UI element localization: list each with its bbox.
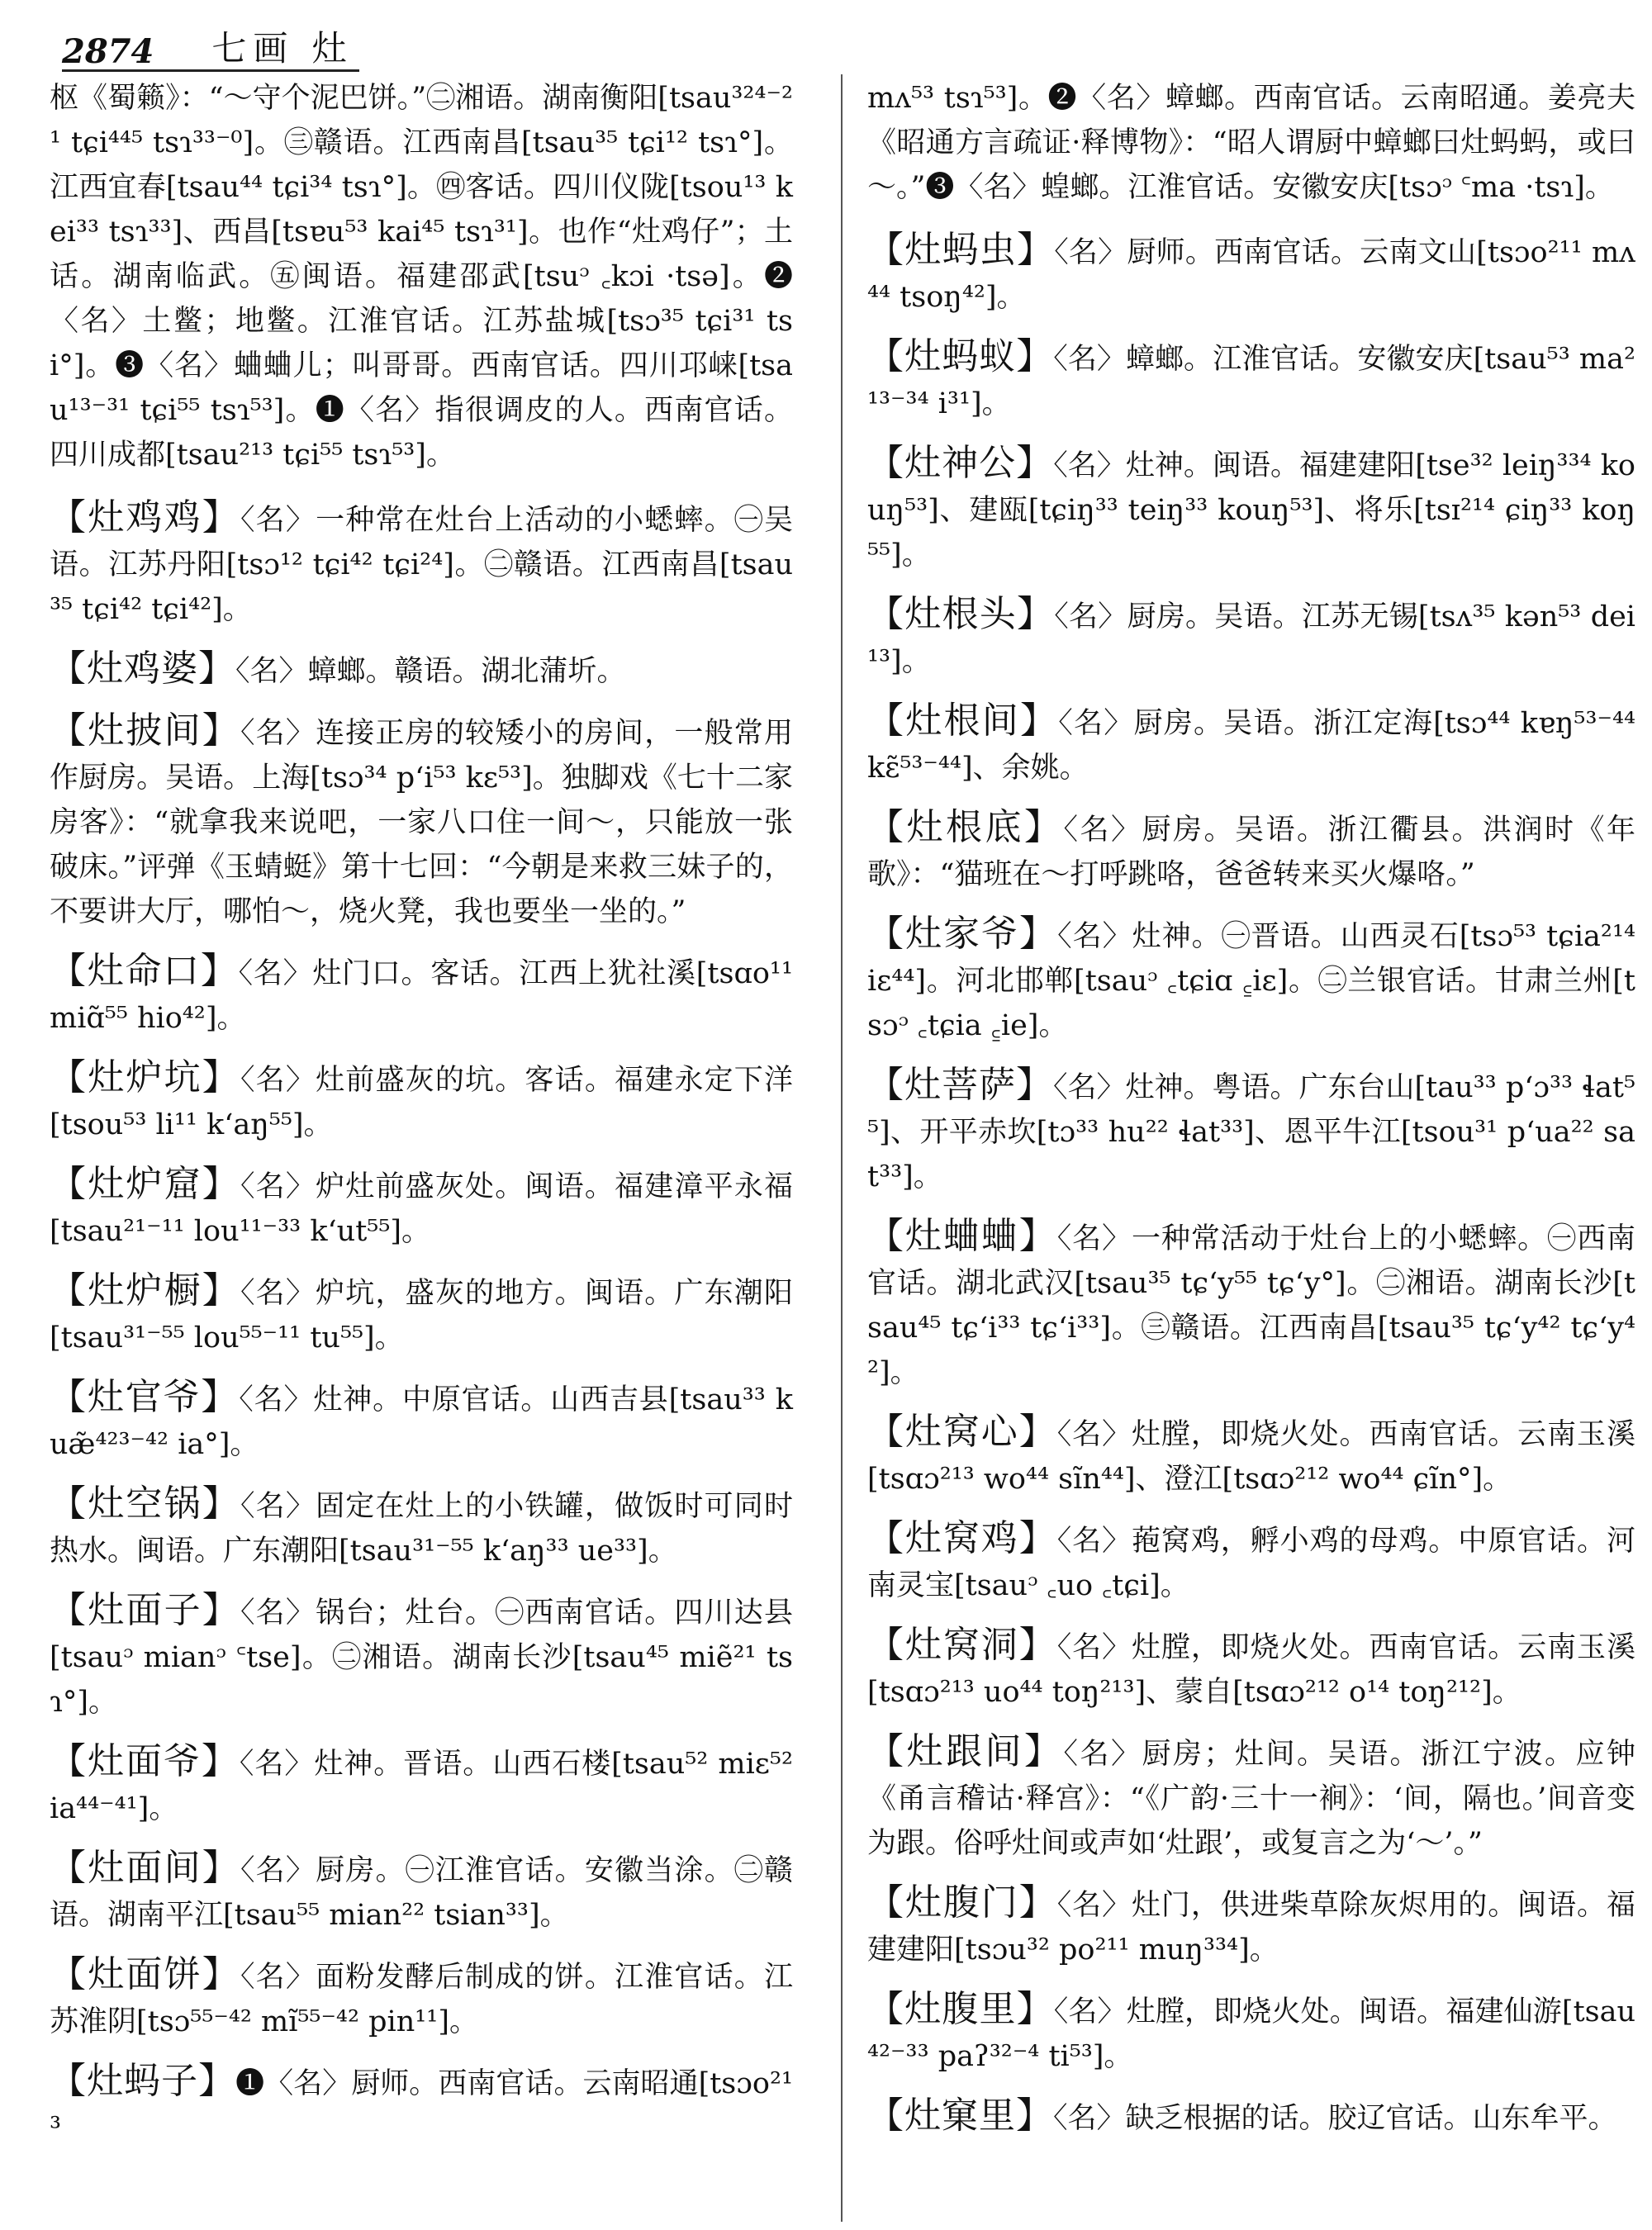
entry-definition: 〈名〉厨房。吴语。浙江衢县。洪润时《年歌》：“猫班在～打呼跳咯，爸爸转来买火爆咯。” — [867, 814, 1635, 891]
dictionary-entry — [867, 1214, 1635, 1395]
entry-headword: 【灶根间】 — [867, 700, 1059, 742]
entry-headword: 【灶空锅】 — [50, 1483, 240, 1525]
column-divider — [841, 74, 843, 2222]
entry-definition: 〈名〉灶神。粤语。广东台山[tau³³ p‘ɔ³³ ɬat⁵⁵]、开平赤坎[tɔ³³ hu²² ɬat³³]、恩平牛江[tsou³¹ p‘ua²² sat³³]。 — [867, 1071, 1635, 1193]
dictionary-entry — [867, 1063, 1635, 1199]
entry-headword: 【灶官爷】 — [50, 1376, 240, 1418]
dictionary-entry — [50, 1375, 793, 1467]
header-title: 七画 灶 — [211, 28, 354, 69]
dictionary-entry — [50, 647, 793, 694]
entry-definition: 〈名〉连接正房的较矮小的房间，一般常用作厨房。吴语。上海[tsɔ³⁴ p‘i⁵³ kɛ⁵³]。独脚戏《七十二家房客》：“就拿我来说吧，一家八口住一间～，只能放一张破床。”评弹《玉蜻蜓》第十七回：“今朝是来救三妹子的，不要讲大厅，哪怕～，烧火凳，我也要坐一坐的。” — [50, 717, 793, 928]
entry-headword: 【灶蚂虫】 — [867, 229, 1055, 271]
dictionary-entry — [50, 1162, 793, 1254]
dictionary-entry — [50, 1269, 793, 1360]
dictionary-entry — [867, 805, 1635, 897]
dictionary-entry — [50, 1588, 793, 1725]
entry-headword: 【灶蚂子】 — [50, 2060, 236, 2102]
dictionary-entry — [867, 334, 1635, 426]
entry-headword: 【灶命口】 — [50, 950, 239, 992]
entry-definition: 〈名〉灶门口。客话。江西上犹社溪[tsɑo¹¹ miɑ̃⁵⁵ hio⁴²]。 — [50, 957, 793, 1035]
entry-definition: 枢《蜀籁》：“～守个泥巴饼。”㊁湘语。湖南衡阳[tsau³²⁴⁻²¹ tɕi⁴⁴⁵ tsɿ³³⁻⁰]。㊂赣语。江西南昌[tsau³⁵ tɕi¹² tsɿ°]。江西宜春[tsau⁴⁴ tɕi³⁴ tsɿ°]。㊃客话。四川仪陇[tsou¹³ kei³³ tsɿ³³]、西昌[tsɐu⁵³ kai⁴⁵ tsɿ³¹]。也作“灶鸡仔”；土话。湖南临武。㊄闽语。福建邵武[tsuᵓ ꜀kɔi ·tsə]。❷〈名〉土鳖；地鳖。江淮官话。江苏盐城[tsɔ³⁵ tɕi³¹ tsi°]。❸〈名〉蛐蛐儿；叫哥哥。西南官话。四川邛崃[tsau¹³⁻³¹ tɕi⁵⁵ tsɿ⁵³]。❶〈名〉指很调皮的人。西南官话。四川成都[tsau²¹³ tɕi⁵⁵ tsɿ⁵³]。 — [50, 82, 793, 472]
entry-headword: 【灶面饼】 — [50, 1953, 240, 1995]
entry-definition: 〈名〉灶神。中原官话。山西吉县[tsau³³ kuæ̃⁴²³⁻⁴² ia°]。 — [50, 1383, 793, 1461]
entry-definition: ❶〈名〉厨师。西南官话。云南昭通[tsɔo²¹³ — [50, 2067, 793, 2145]
dictionary-entry — [867, 228, 1635, 320]
dictionary-entry — [867, 1516, 1635, 1608]
page-header — [62, 13, 1631, 71]
entry-definition: 〈名〉灶门，供进柴草除灰烬用的。闽语。福建建阳[tsɔu³² po²¹¹ muŋ³³⁴]。 — [867, 1889, 1635, 1967]
entry-definition: 〈名〉灶前盛灰的坑。客话。福建永定下洋[tsou⁵³ li¹¹ k‘aŋ⁵⁵]。 — [50, 1064, 793, 1141]
entry-headword: 【灶炉橱】 — [50, 1269, 240, 1312]
entry-definition: 〈名〉灶膛，即烧火处。西南官话。云南玉溪[tsɑɔ²¹³ wo⁴⁴ sĩn⁴⁴]、澄江[tsɑɔ²¹² wo⁴⁴ ɕĩn°]。 — [867, 1418, 1635, 1496]
entry-definition: 〈名〉灶神。闽语。福建建阳[tse³² leiŋ³³⁴ kouŋ⁵³]、建瓯[tɕiŋ³³ teiŋ³³ kouŋ⁵³]、将乐[tsɪ²¹⁴ ɕiŋ³³ koŋ⁵⁵]。 — [867, 449, 1635, 572]
entry-headword: 【灶腹门】 — [867, 1881, 1057, 1924]
entry-definition: 〈名〉厨房；灶间。吴语。浙江宁波。应钟《甬言稽诂·释宫》：“《广韵·三十一裥》：‘间，隔也。’间音变为跟。俗呼灶间或声如‘灶跟’，或复言之为‘～’。” — [867, 1738, 1635, 1860]
dictionary-entry — [50, 949, 793, 1041]
entry-definition: 〈名〉灶神。㊀晋语。山西灵石[tsɔ⁵³ tɕia²¹⁴ iɛ⁴⁴]。河北邯郸[tsauᵓ ꜀tɕiɑ ꜁iɛ]。㊁兰银官话。甘肃兰州[tsɔᵓ ꜀tɕia ꜁ie]。 — [867, 920, 1636, 1042]
dictionary-entry — [867, 699, 1635, 790]
entry-definition: 〈名〉厨房。吴语。江苏无锡[tsʌ³⁵ kən⁵³ dei¹³]。 — [867, 600, 1636, 678]
entry-definition: 〈名〉灶膛，即烧火处。闽语。福建仙游[tsau⁴²⁻³³ paʔ³²⁻⁴ ti⁵³]。 — [867, 1995, 1636, 2073]
entry-definition: 〈名〉厨师。西南官话。云南文山[tsɔo²¹¹ mʌ⁴⁴ tsoŋ⁴²]。 — [867, 236, 1635, 314]
dictionary-entry — [867, 1623, 1635, 1715]
entry-definition: 〈名〉一种常在灶台上活动的小蟋蟀。㊀吴语。江苏丹阳[tsɔ¹² tɕi⁴² tɕi²⁴]。㊁赣语。江西南昌[tsau³⁵ tɕi⁴² tɕi⁴²]。 — [50, 504, 793, 626]
entry-definition: 〈名〉固定在灶上的小铁罐，做饭时可同时热水。闽语。广东潮阳[tsau³¹⁻⁵⁵ k‘aŋ³³ ue³³]。 — [50, 1490, 793, 1568]
dictionary-entry — [50, 1952, 793, 2044]
entry-headword: 【灶跟间】 — [867, 1730, 1064, 1772]
dictionary-entry — [867, 1987, 1635, 2079]
dictionary-entry — [867, 441, 1635, 577]
dictionary-entry — [867, 1881, 1635, 1972]
page-number: 2874 — [62, 32, 154, 71]
entry-definition: 〈名〉菢窝鸡，孵小鸡的母鸡。中原官话。河南灵宝[tsauᵓ ꜀uo ꜀tɕi]。 — [867, 1525, 1635, 1602]
entry-headword: 【灶窝洞】 — [867, 1624, 1057, 1666]
entry-definition: 〈名〉灶神。晋语。山西石楼[tsau⁵² miɛ⁵² ia⁴⁴⁻⁴¹]。 — [50, 1748, 793, 1825]
entry-headword: 【灶窝心】 — [867, 1411, 1057, 1453]
entry-headword: 【灶腹里】 — [867, 1988, 1054, 2030]
dictionary-entry — [867, 1410, 1635, 1502]
entry-definition: 〈名〉缺乏根据的话。胶辽官话。山东牟平。 — [1053, 2102, 1617, 2135]
header-rule — [62, 69, 359, 72]
dictionary-entry — [50, 709, 793, 934]
dictionary-entry — [867, 912, 1635, 1048]
entry-definition: 〈名〉厨房。㊀江淮官话。安徽当涂。㊁赣语。湖南平江[tsau⁵⁵ mian²² tsian³³]。 — [50, 1854, 793, 1932]
entry-definition: 〈名〉蟑螂。江淮官话。安徽安庆[tsau⁵³ ma²¹³⁻³⁴ i³¹]。 — [867, 343, 1636, 420]
dictionary-entry — [50, 1482, 793, 1573]
entry-headword: 【灶家爷】 — [867, 913, 1058, 955]
left-column — [50, 76, 793, 2166]
entry-definition: 〈名〉一种常活动于灶台上的小蟋蟀。㊀西南官话。湖北武汉[tsau³⁵ tɕ‘y⁵⁵ tɕ‘y°]。㊁湘语。湖南长沙[tsau⁴⁵ tɕ‘i³³ tɕ‘i³³]。㊂赣语。江西南昌[tsau³⁵ tɕ‘y⁴² tɕ‘y⁴²]。 — [867, 1222, 1635, 1389]
dictionary-entry — [50, 1056, 793, 1147]
dictionary-entry — [50, 1739, 793, 1831]
entry-headword: 【灶神公】 — [867, 442, 1054, 484]
entry-definition: mʌ⁵³ tsɿ⁵³]。❷〈名〉蟑螂。西南官话。云南昭通。姜亮夫《昭通方言疏证·释博物》：“昭人谓厨中蟑螂曰灶蚂蚂，或曰～。”❸〈名〉蝗螂。江淮官话。安徽安庆[tsɔᵓ ꜂ma ·tsɿ]。 — [867, 82, 1635, 204]
entry-headword: 【灶根头】 — [867, 593, 1055, 635]
entry-definition: 〈名〉厨房。吴语。浙江定海[tsɔ⁴⁴ kɐŋ⁵³⁻⁴⁴ kɛ̃⁵³⁻⁴⁴]、余姚。 — [867, 707, 1636, 785]
entry-definition: 〈名〉灶膛，即烧火处。西南官话。云南玉溪[tsɑɔ²¹³ uo⁴⁴ toŋ²¹³]、蒙自[tsɑɔ²¹² o¹⁴ toŋ²¹²]。 — [867, 1631, 1635, 1709]
dictionary-entry — [50, 1846, 793, 1938]
entry-headword: 【灶面子】 — [50, 1589, 240, 1631]
dictionary-entry — [50, 76, 793, 477]
dictionary-entry — [867, 592, 1635, 684]
entry-headword: 【灶面间】 — [50, 1847, 240, 1889]
entry-headword: 【灶披间】 — [50, 709, 240, 752]
entry-definition: 〈名〉蟑螂。赣语。湖北蒲圻。 — [235, 655, 626, 688]
entry-headword: 【灶炉坑】 — [50, 1056, 240, 1098]
entry-headword: 【灶面爷】 — [50, 1740, 240, 1782]
entry-headword: 【灶蚂蚁】 — [867, 335, 1054, 377]
entry-headword: 【灶根底】 — [867, 806, 1064, 848]
dictionary-entry — [50, 2059, 793, 2151]
right-column — [867, 76, 1635, 2156]
entry-headword: 【灶窝鸡】 — [867, 1517, 1057, 1559]
entry-headword: 【灶蛐蛐】 — [867, 1215, 1057, 1257]
dictionary-entry — [867, 2094, 1635, 2141]
dictionary-entry — [867, 1729, 1635, 1866]
entry-definition: 〈名〉炉坑，盛灰的地方。闽语。广东潮阳[tsau³¹⁻⁵⁵ lou⁵⁵⁻¹¹ tu⁵⁵]。 — [50, 1277, 793, 1355]
entry-headword: 【灶菩萨】 — [867, 1064, 1053, 1106]
entry-headword: 【灶鸡婆】 — [50, 648, 235, 690]
entry-definition: 〈名〉炉灶前盛灰处。闽语。福建漳平永福[tsau²¹⁻¹¹ lou¹¹⁻³³ k‘ut⁵⁵]。 — [50, 1170, 793, 1248]
entry-definition: 〈名〉面粉发酵后制成的饼。江淮官话。江苏淮阴[tsɔ⁵⁵⁻⁴² mĩ⁵⁵⁻⁴² pin¹¹]。 — [50, 1961, 793, 2038]
entry-headword: 【灶鸡鸡】 — [50, 496, 240, 539]
entry-headword: 【灶窠里】 — [867, 2095, 1053, 2137]
dictionary-entry — [50, 496, 793, 632]
dictionary-entry — [867, 76, 1635, 210]
entry-headword: 【灶炉窟】 — [50, 1163, 240, 1205]
entry-definition: 〈名〉锅台；灶台。㊀西南官话。四川达县[tsauᵓ mianᵓ ꜂tse]。㊁湘语。湖南长沙[tsau⁴⁵ miẽ²¹ tsɿ°]。 — [50, 1597, 793, 1719]
